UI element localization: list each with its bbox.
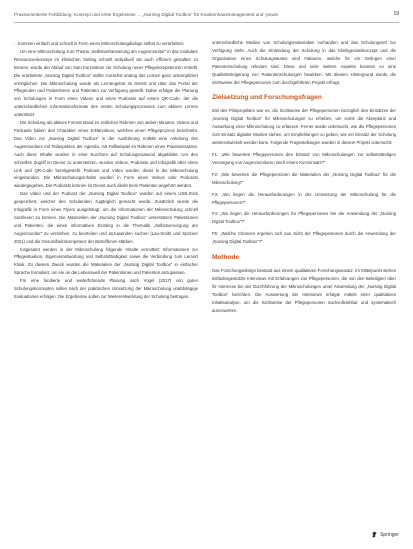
publisher-name: Springer	[380, 531, 399, 538]
page-number: 19	[393, 11, 399, 17]
research-question: F5: „Welche Chancen ergeben sich aus Sicht der Pflegepersonen durch die Anwendung der „Nursing Digital Toolbox“?“	[212, 231, 396, 245]
research-question: F3: „Wo liegen die Herausforderungen in der Umsetzung der Mikroschulung für die Pflegepersonen?“	[212, 191, 396, 205]
paragraph: Das Forschungsdesign bestand aus einem qualitativen Forschungsansatz. Im Mittelpunkt stehen leitfadengestützte Interviews mit Erfahrungen von Pflegepersonen, die von den Beteiligten über ihr Interesse bei der Durchführung der Mikroschulungen unter Anwendung der „Nursing Digital Toolbox“ berichten. Die Auswertung der Interviews erfolgte mittels einer qualitativen Inhaltsanalyse, um die Sichtweise der Pflegepersonen nachvollziehbar und systematisch auszuwerten.	[212, 268, 396, 313]
paragraph: Um eine Mikroschulung zum Thema „Selbstverbesserung am Augenmonitor“ in das modulare Ressourcenkonzept im klinischen Setting schnell individuell als auch effizient gestalten zu können, wurde der Ablauf von zwei Kurzvideos zur Schulung neuer Pflegekompetenzen erstellt. Die erarbeitete „Nursing Digital Toolbox“ wollte zunächst analog das Lernen ganz unkompliziert ermöglichen. Die Mikroschulung wurde als Lernangebot im Dienst und über das Portal der Pflegenden und Patientinnen und Patienten zur Verfügung gestellt. Dabei erfolgte die Planung von Schulungen in Form eines Videos und eines Podcasts auf einem QR-Code, der die unterschiedlichen Informationsformate des ersten Schulungsprozesses zum aktiven Lernen unterstützt.	[14, 48, 198, 118]
paragraph: Die Schulung als aktives Format stand im zeitlichen Rahmen von sieben Minuten. Videos und Podcasts haben den Charakter eines Erklärvideos, welches einen Pflegeprozess beschreibt. Das Video zur „Nursing Digital Toolbox“ in der Ausführung enthält eine Anleitung des Augenmonitors mit Teilaspekten der Agenda, mit Fallbeispiel im Rahmen eines Praxiseinsatzes. Auch diese Inhalte wurden in einer Kurzform auf Schulungsmaterial abgebildet. Um den schnellen Zugriff im Dienst zu unterstützen, wurden Videos, Podcasts und Infografik über einen Link und QR-Code bereitgestellt. Podcast und Video wurden direkt in die Mikroschulung eingebunden. Die Mikroschulungsinhalte wurden in Form eines Videos oder Podcasts wiedergegeben. Die Podcasts können im Dienst auch direkt beim Patienten angehört werden.	[14, 120, 198, 189]
section-heading-questions: Zielsetzung und Forschungsfragen	[212, 94, 322, 102]
horse-icon	[371, 531, 378, 538]
paragraph: Ziel des Pilotprojektes war es, die Sichtweise der Pflegepersonen bezüglich des Einsatzes der „Nursing Digital Toolbox“ für Mikroschulungen zu erheben, um somit die Akzeptanz und Auswirkung einer Mikroschulung zu erfassen. Ferner wurde untersucht, wie die Pflegepersonen zum Einsatz digitaler Medien stehen, um Empfehlungen zu geben, wie ein Einsatz der Schulung weiterentwickelt werden kann. Folgende Fragestellungen wurden in diesem Projekt untersucht:	[212, 108, 396, 146]
paragraph: …kommen einfach und schnell in Form eines Mikroschulungdialogs selbst zu verarbeiten.	[14, 41, 185, 46]
running-title: Praxisorientierte Fortbildung: Konzept und erste Ergebnisse … „Nursing Digital Toolbox“ für Krankenhausmanagement und -praxis	[14, 12, 279, 17]
paragraph: Das Video und der Podcast der „Nursing Digital Toolbox“ wurden auf einem USB-Stick gespeichert, welcher den Schulenden zugänglich gemacht wurde. Zusätzlich wurde die Infografik in Form eines Flyers ausgehängt, um die Informationen der Mikroschulung schnell nachlesen zu können. Die Materialien der „Nursing Digital Toolbox“ unterstützen Patientinnen und Patienten, die einen informativen Einstieg in die Thematik „Selbstversorgung am Augenmonitor“ zu verstehen, zu beurteilen und anzuwenden suchen (Lau-Smith und Spitzner 2021) und die Gesundheitskompetenz der Betroffenen stärken.	[14, 191, 198, 244]
research-question: F1: „Wie bewerten Pflegepersonen den Einsatz von Mikroschulungen zur selbstständigen Versorgung von Augenmonitoren nach einem Kurzeinsatz?“	[212, 151, 396, 165]
right-column	[212, 39, 396, 314]
section-heading-method: Methode	[212, 254, 240, 262]
research-question: F2: „Wie bewerten die Pflegepersonen die Materialien der „Nursing Digital Toolbox“ für die Mikroschulung?“	[212, 171, 396, 185]
paragraph: Insgesamt werden in der Mikroschulung folgende Inhalte vermittelt: Informationen zur Pflegesituation, Eigenverantwortung und Selbstständigkeit sowie die Verbindung zum Lernort Klinik. Zu diesem Zweck wurden die Materialien der „Nursing Digital Toolbox“ in einfacher Sprache formuliert, um sie an die Lebenswelt der Patientinnen und Patienten anzupassen.	[14, 246, 198, 276]
paragraph: unterschiedliche Medien von Schulungsmaterialien vorhanden und das Schulungsset zur Verfügung steht. Auch die Einbindung der Schulung in das Klinikgesamtkonzept und die Organisation eines Schulungsteams sind Faktoren, welche für ein Gelingen einer Patientenschulung relevant sind. Diese und viele weitere Aspekte konnten so eine Qualitätssteigerung von Patientenschulungen bewirken. Mit diesem Hintergrund wurde die Sichtweise der Pflegepersonen zum durchgeführten Projekt erfragt.	[212, 40, 396, 85]
research-question: F4: „Wo liegen die Herausforderungen für Pflegepersonen bei der Anwendung der „Nursing Digital Toolbox“?“	[212, 211, 396, 225]
running-header	[14, 10, 399, 23]
publisher-logo	[371, 531, 399, 538]
left-column	[14, 40, 198, 301]
paragraph: Für eine fundierte und weiterführende Planung nach Vogel (2017) von guten Schulungskonzepten sollen nach der praktischen Umsetzung der Mikroschulung unabhängige Evaluationen erfolgen. Die Ergebnisse sollen zur Weiterentwicklung der Schulung beitragen.	[14, 278, 198, 299]
